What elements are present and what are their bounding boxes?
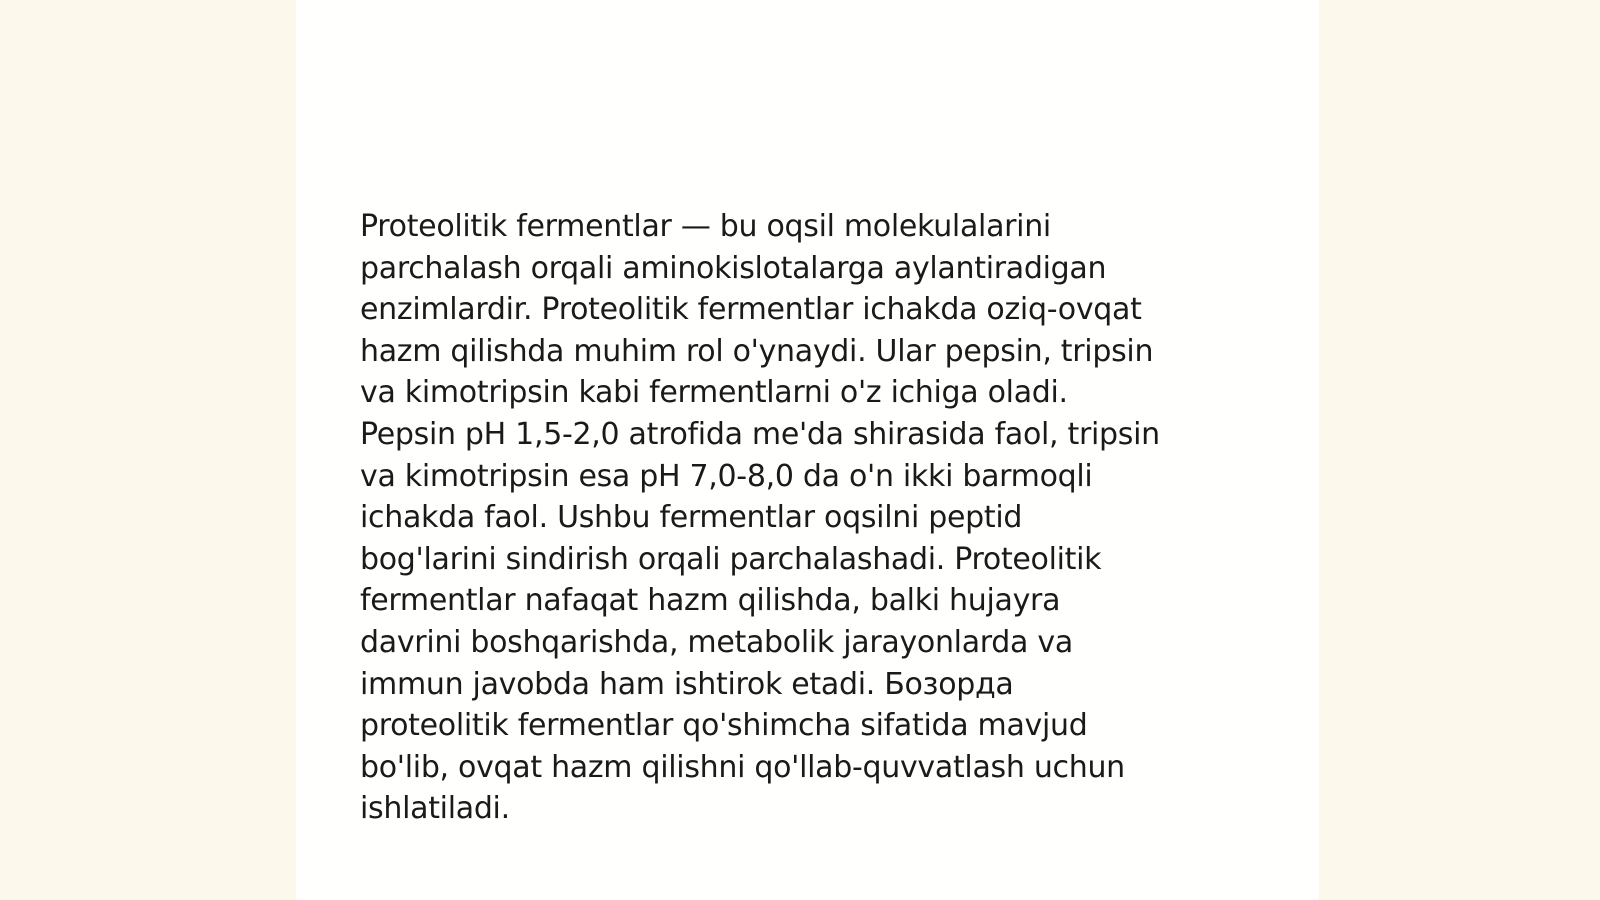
paragraph-line: va kimotripsin kabi fermentlarni o'z ichiga oladi. bbox=[360, 375, 1068, 411]
right-margin bbox=[1319, 0, 1600, 900]
paragraph-line: ichakda faol. Ushbu fermentlar oqsilni peptid bbox=[360, 500, 1023, 536]
paragraph-line: immun javobda ham ishtirok etadi. Бозорда bbox=[360, 666, 1014, 702]
paragraph-line: hazm qilishda muhim rol o'ynaydi. Ular pepsin, tripsin bbox=[360, 333, 1154, 369]
paragraph-line: davrini boshqarishda, metabolik jarayonlarda va bbox=[360, 624, 1073, 660]
paragraph-line: proteolitik fermentlar qo'shimcha sifatida mavjud bbox=[360, 708, 1088, 744]
paragraph-line: ishlatiladi. bbox=[360, 791, 510, 827]
paragraph-line: Pepsin pH 1,5-2,0 atrofida me'da shirasida faol, tripsin bbox=[360, 416, 1160, 452]
paragraph-line: va kimotripsin esa pH 7,0-8,0 da o'n ikki barmoqli bbox=[360, 458, 1093, 494]
paragraph-line: bog'larini sindirish orqali parchalashadi. Proteolitik bbox=[360, 541, 1102, 577]
paragraph-line: enzimlardir. Proteolitik fermentlar ichakda oziq-ovqat bbox=[360, 292, 1142, 328]
paragraph-line: fermentlar nafaqat hazm qilishda, balki hujayra bbox=[360, 583, 1061, 619]
paragraph-line: bo'lib, ovqat hazm qilishni qo'llab-quvvatlash uchun bbox=[360, 749, 1125, 785]
paragraph-line: parchalash orqali aminokislotalarga aylantiradigan bbox=[360, 250, 1107, 286]
body-paragraph bbox=[360, 206, 1260, 830]
document-page bbox=[296, 0, 1319, 900]
paragraph-line: Proteolitik fermentlar — bu oqsil molekulalarini bbox=[360, 209, 1051, 244]
left-margin bbox=[0, 0, 296, 900]
